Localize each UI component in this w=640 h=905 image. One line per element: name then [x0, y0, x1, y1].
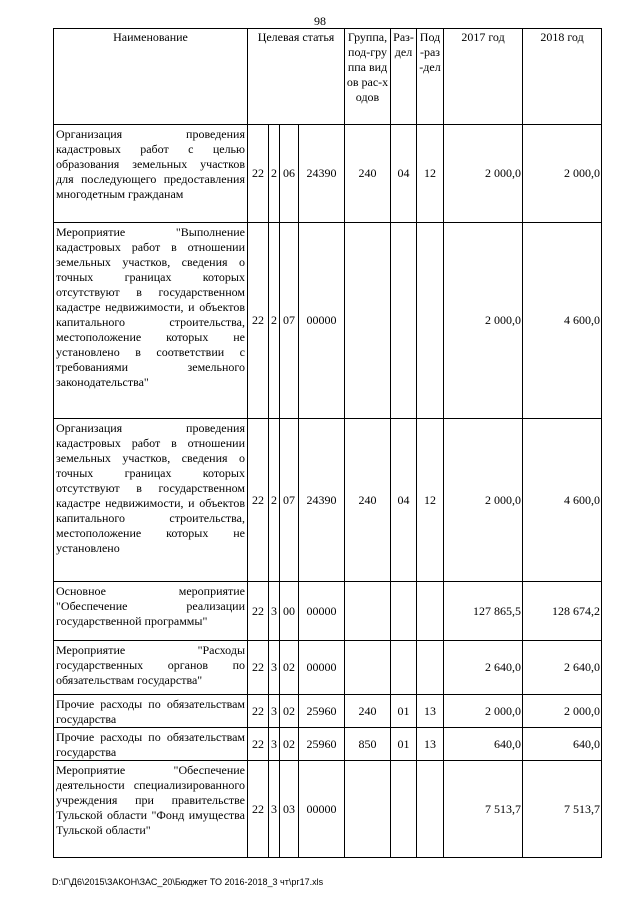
target-article-event: 07 — [280, 223, 299, 419]
subsection — [417, 641, 444, 695]
row-name: Прочие расходы по обязательствам государства — [54, 695, 248, 728]
header-target-article: Целевая статья — [248, 29, 345, 125]
subsection — [417, 223, 444, 419]
target-article-direction: 24390 — [299, 125, 345, 223]
section — [391, 223, 417, 419]
section: 04 — [391, 125, 417, 223]
section: 01 — [391, 728, 417, 761]
amount-2017: 2 000,0 — [444, 125, 523, 223]
target-article-event: 07 — [280, 419, 299, 582]
amount-2018: 128 674,2 — [523, 582, 602, 641]
amount-2017: 127 865,5 — [444, 582, 523, 641]
header-name: Наименование — [54, 29, 248, 125]
target-article-event: 02 — [280, 728, 299, 761]
footer-file-path: D:\Г\Д6\2015\ЗАКОН\ЗАС_20\Бюджет ТО 2016-2018_3 чт\рг17.xls — [52, 877, 324, 887]
target-article-subprogram: 3 — [269, 728, 280, 761]
target-article-direction: 00000 — [299, 761, 345, 858]
row-name: Организация проведения кадастровых работ в отношении земельных участков, сведения о точных границах которых отсутствуют в государственном кадастре недвижимости, и объектов капитального строительства, местоположение которых не установлено — [54, 419, 248, 582]
subsection: 13 — [417, 728, 444, 761]
target-article-event: 00 — [280, 582, 299, 641]
amount-2018: 640,0 — [523, 728, 602, 761]
section: 04 — [391, 419, 417, 582]
target-article-program: 22 — [248, 582, 269, 641]
amount-2017: 2 000,0 — [444, 223, 523, 419]
row-name: Основное мероприятие "Обеспечение реализации государственной программы" — [54, 582, 248, 641]
subsection: 12 — [417, 125, 444, 223]
expense-group: 240 — [345, 695, 391, 728]
expense-group — [345, 641, 391, 695]
target-article-event: 02 — [280, 641, 299, 695]
section: 01 — [391, 695, 417, 728]
header-subsection: Под-раз-дел — [417, 29, 444, 125]
table-row — [54, 641, 602, 695]
target-article-subprogram: 3 — [269, 761, 280, 858]
amount-2017: 2 000,0 — [444, 695, 523, 728]
target-article-program: 22 — [248, 728, 269, 761]
expense-group: 850 — [345, 728, 391, 761]
section — [391, 641, 417, 695]
amount-2017: 7 513,7 — [444, 761, 523, 858]
target-article-event: 06 — [280, 125, 299, 223]
expense-group: 240 — [345, 419, 391, 582]
target-article-direction: 24390 — [299, 419, 345, 582]
budget-table — [53, 28, 602, 858]
table-row — [54, 695, 602, 728]
target-article-program: 22 — [248, 761, 269, 858]
target-article-subprogram: 2 — [269, 223, 280, 419]
target-article-program: 22 — [248, 419, 269, 582]
target-article-program: 22 — [248, 695, 269, 728]
target-article-direction: 00000 — [299, 223, 345, 419]
amount-2018: 2 000,0 — [523, 695, 602, 728]
header-section: Раз-дел — [391, 29, 417, 125]
table-row — [54, 728, 602, 761]
table-row — [54, 223, 602, 419]
amount-2018: 7 513,7 — [523, 761, 602, 858]
table-row — [54, 582, 602, 641]
target-article-subprogram: 2 — [269, 125, 280, 223]
header-year-2017: 2017 год — [444, 29, 523, 125]
target-article-subprogram: 2 — [269, 419, 280, 582]
expense-group: 240 — [345, 125, 391, 223]
row-name: Мероприятие "Выполнение кадастровых работ в отношении земельных участков, сведения о точных границах которых отсутствуют в государственном кадастре недвижимости, и объектов капитального строительства, местоположение которых не установлено в соответствии с требованиями земельного законодательства" — [54, 223, 248, 419]
amount-2018: 4 600,0 — [523, 223, 602, 419]
target-article-program: 22 — [248, 223, 269, 419]
row-name: Мероприятие "Расходы государственных органов по обязательствам государства" — [54, 641, 248, 695]
section — [391, 761, 417, 858]
amount-2017: 640,0 — [444, 728, 523, 761]
target-article-subprogram: 3 — [269, 582, 280, 641]
expense-group — [345, 582, 391, 641]
table-row — [54, 419, 602, 582]
page-number: 98 — [314, 14, 326, 28]
amount-2018: 4 600,0 — [523, 419, 602, 582]
table-header-row — [54, 29, 602, 125]
row-name: Прочие расходы по обязательствам государства — [54, 728, 248, 761]
target-article-direction: 25960 — [299, 695, 345, 728]
target-article-subprogram: 3 — [269, 695, 280, 728]
section — [391, 582, 417, 641]
subsection — [417, 761, 444, 858]
target-article-program: 22 — [248, 641, 269, 695]
header-expense-group: Группа, под-группа видов рас-ходов — [345, 29, 391, 125]
table-row — [54, 125, 602, 223]
amount-2017: 2 640,0 — [444, 641, 523, 695]
target-article-event: 03 — [280, 761, 299, 858]
target-article-program: 22 — [248, 125, 269, 223]
target-article-direction: 00000 — [299, 582, 345, 641]
target-article-subprogram: 3 — [269, 641, 280, 695]
table-row — [54, 761, 602, 858]
row-name: Организация проведения кадастровых работ с целью образования земельных участков для последующего предоставления многодетным гражданам — [54, 125, 248, 223]
amount-2017: 2 000,0 — [444, 419, 523, 582]
header-year-2018: 2018 год — [523, 29, 602, 125]
target-article-direction: 00000 — [299, 641, 345, 695]
target-article-direction: 25960 — [299, 728, 345, 761]
row-name: Мероприятие "Обеспечение деятельности специализированного учреждения при правительстве Тульской области "Фонд имущества Тульской области" — [54, 761, 248, 858]
amount-2018: 2 000,0 — [523, 125, 602, 223]
subsection: 13 — [417, 695, 444, 728]
amount-2018: 2 640,0 — [523, 641, 602, 695]
expense-group — [345, 761, 391, 858]
subsection: 12 — [417, 419, 444, 582]
target-article-event: 02 — [280, 695, 299, 728]
expense-group — [345, 223, 391, 419]
subsection — [417, 582, 444, 641]
